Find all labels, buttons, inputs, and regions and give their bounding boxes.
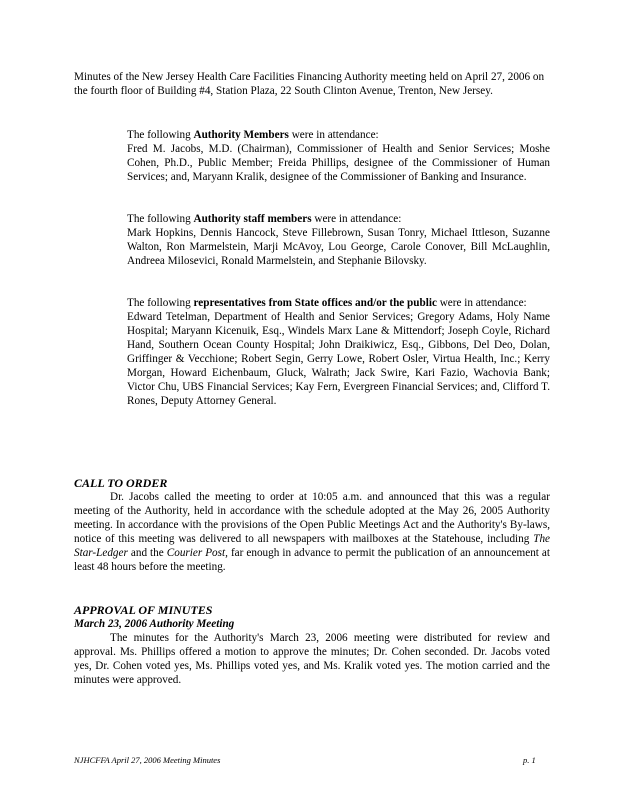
staff-lead (127, 212, 550, 226)
footer-title: NJHCFFA April 27, 2006 Meeting Minutes (74, 755, 221, 765)
members-lead-bold: Authority Members (193, 129, 289, 141)
call-to-order-paragraph (74, 490, 550, 574)
approval-text: The minutes for the Authority's March 23, 2006 meeting were distributed for review and approval. Ms. Phillips offered a motion to approve the minutes; Dr. Cohen seconded. Dr. Jacobs voted yes, Dr. Cohen voted yes, Ms. Phillips voted yes, and Ms. Kralik voted yes. The motion carried and the minutes were approved. (74, 632, 550, 686)
page-number: p. 1 (523, 755, 536, 765)
intro-paragraph: Minutes of the New Jersey Health Care Facilities Financing Authority meeting held on April 27, 2006 on the fourth floor of Building #4, Station Plaza, 22 South Clinton Avenue, Trenton, New Jersey. (74, 71, 545, 97)
call-to-order-text-2: and the (127, 547, 167, 559)
staff-lead-pre: The following (127, 213, 194, 225)
staff-lead-bold: Authority staff members (193, 213, 312, 225)
members-lead-post: were in attendance: (288, 129, 379, 141)
public-lead-bold: representatives from State offices and/or the public (193, 297, 437, 309)
newspaper-star-ledger: The Star-Ledger (74, 533, 550, 559)
call-to-order-text-3: far enough in advance to permit the publication of an announcement at least 48 hours before the meeting. (74, 547, 551, 573)
staff-lead-post: were in attendance: (311, 213, 402, 225)
members-lead-pre: The following (127, 129, 194, 141)
call-to-order-text-1: Dr. Jacobs called the meeting to order at 10:05 a.m. and announced that this was a regular meeting of the Authority, held in accordance with the schedule adopted at the May 26, 2005 Authority meeting. In accordance with the provisions of the Open Public Meetings Act and the Authority's By-laws, notice of this meeting was delivered to all newspapers with mailboxes at the Statehouse, including (74, 491, 550, 545)
call-to-order-heading: CALL TO ORDER (74, 476, 168, 490)
approval-heading: APPROVAL OF MINUTES (74, 603, 213, 617)
approval-paragraph (74, 631, 550, 687)
members-list: Fred M. Jacobs, M.D. (Chairman), Commissioner of Health and Senior Services; Moshe Cohen, Ph.D., Public Member; Freida Phillips, designee of the Commissioner of Human Services; and, Maryann Kralik, designee of the Commissioner of Banking and Insurance. (127, 143, 550, 183)
approval-subheading: March 23, 2006 Authority Meeting (74, 618, 235, 630)
staff-attendance (127, 212, 550, 268)
public-lead-pre: The following (127, 297, 194, 309)
public-lead (127, 296, 550, 310)
members-lead (127, 128, 550, 142)
newspaper-courier-post: Courier Post, (166, 547, 228, 559)
public-list: Edward Tetelman, Department of Health and Senior Services; Gregory Adams, Holy Name Hospital; Maryann Kicenuik, Esq., Windels Marx Lane & Mittendorf; Joseph Coyle, Richard Hand, Southern Ocean County Hospital; John Draikiwicz, Esq., Gibbons, Del Deo, Dolan, Griffinger & Vecchione; Robert Segin, Gerry Lowe, Robert Osler, Virtua Health, Inc.; Kerry Morgan, Howard Eichenbaum, Gluck, Walrath; Jack Swire, Kari Fazio, Wachovia Bank; Victor Chu, UBS Financial Services; Kay Fern, Evergreen Financial Services; and, Clifford T. Rones, Deputy Attorney General. (127, 311, 550, 407)
staff-list: Mark Hopkins, Dennis Hancock, Steve Fillebrown, Susan Tonry, Michael Ittleson, Suzanne Walton, Ron Marmelstein, Marji McAvoy, Lou George, Carole Conover, Bill McLaughlin, Andreea Milosevici, Ronald Marmelstein, and Stephanie Bilovsky. (127, 227, 550, 267)
public-lead-post: were in attendance: (436, 297, 527, 309)
public-attendance (127, 296, 550, 408)
members-attendance (127, 128, 550, 184)
